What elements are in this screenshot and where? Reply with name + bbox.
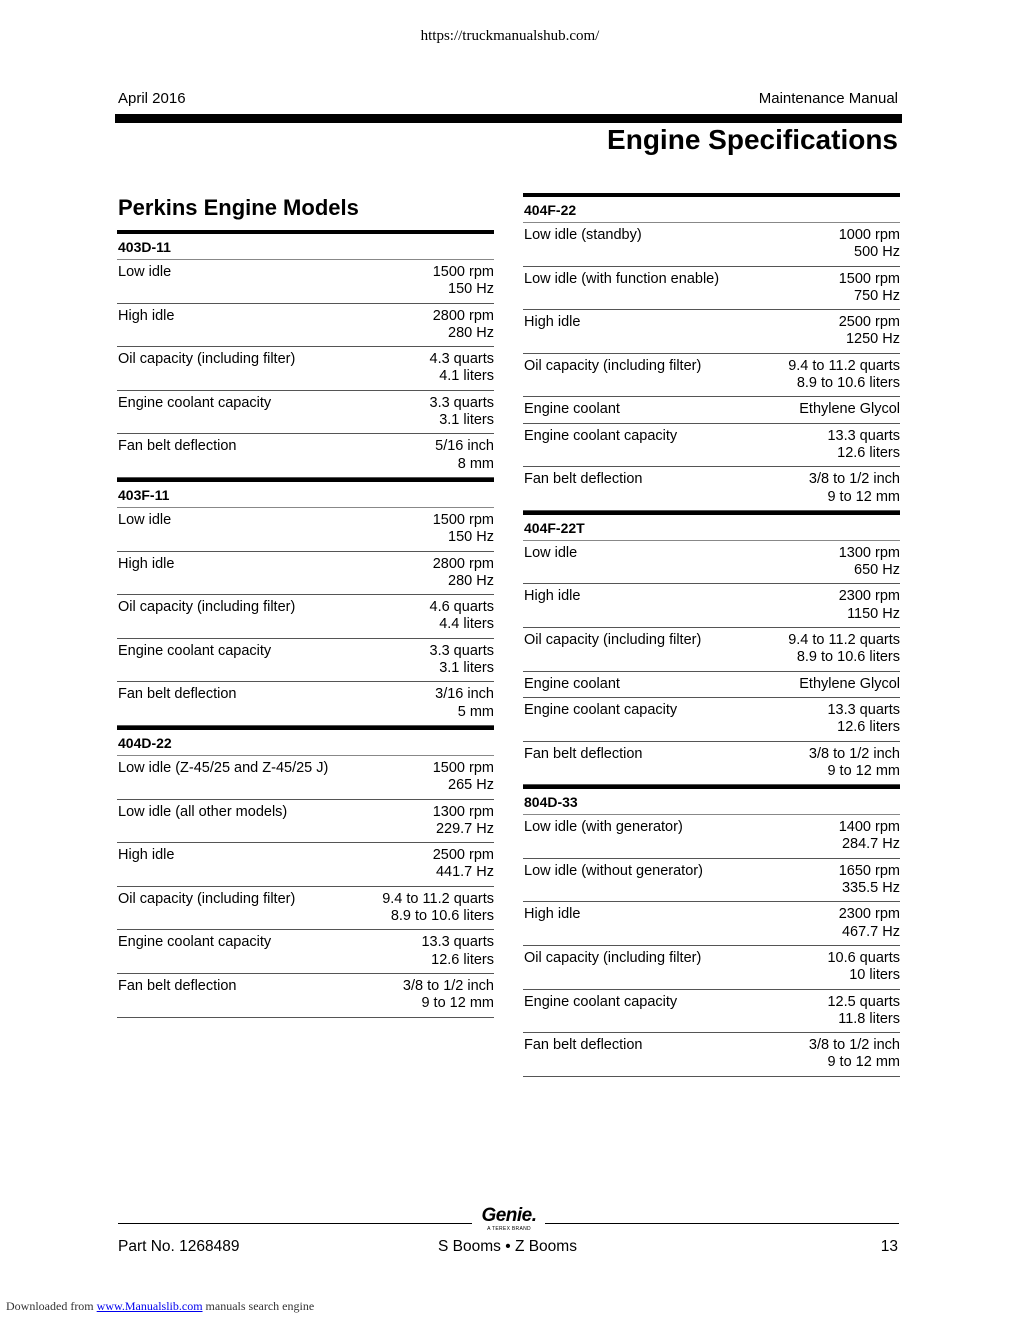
footer-rule-left [118,1223,472,1224]
engine-model-heading: 404D-22 [117,726,494,756]
spec-value: 2800 rpm 280 Hz [432,307,494,341]
spec-label: High idle [524,314,581,331]
header-date: April 2016 [118,90,186,107]
spec-row [117,974,494,1018]
spec-value: 1500 rpm 265 Hz [432,759,494,794]
spec-value: 4.3 quarts 4.1 liters [429,351,494,385]
spec-label: Fan belt deflection [524,745,643,762]
spec-label: Engine coolant capacity [118,934,272,951]
spec-label: Engine coolant [524,401,620,418]
spec-value: 1500 rpm 150 Hz [432,264,494,298]
spec-row [523,628,900,672]
spec-label: Engine coolant capacity [524,993,678,1010]
spec-row [523,584,900,628]
page-title: Engine Specifications [607,124,898,155]
spec-label: Engine coolant capacity [118,642,272,659]
spec-row [523,424,900,468]
spec-row [523,990,900,1034]
spec-row [523,223,900,267]
spec-value: 1650 rpm 335.5 Hz [838,862,900,897]
spec-value: 13.3 quarts 12.6 liters [421,934,494,968]
spec-label: Fan belt deflection [118,438,237,455]
spec-value: 3.3 quarts 3.1 liters [429,642,494,677]
spec-label: Oil capacity (including filter) [118,599,296,616]
spec-value: 3/8 to 1/2 inch 9 to 12 mm [808,745,900,779]
spec-row [117,800,494,844]
spec-label: Engine coolant capacity [524,701,678,718]
spec-row [117,639,494,683]
spec-row [523,541,900,585]
spec-value: 13.3 quarts 12.6 liters [827,427,900,461]
spec-value: 2800 rpm 280 Hz [432,555,494,589]
spec-row [523,859,900,903]
engine-model-heading: 403D-11 [117,230,494,260]
spec-row [523,267,900,311]
genie-logo [478,1206,540,1232]
footer-product-line: S Booms • Z Booms [438,1238,577,1255]
spec-label: Engine coolant capacity [524,427,678,444]
spec-label: Low idle [118,264,172,280]
spec-value: 9.4 to 11.2 quarts 8.9 to 10.6 liters [788,632,900,666]
spec-value: 3/8 to 1/2 inch 9 to 12 mm [808,471,900,505]
spec-row [523,1033,900,1077]
spec-value: 1500 rpm 750 Hz [838,270,900,304]
spec-label: Oil capacity (including filter) [524,949,702,966]
spec-label: High idle [524,906,581,923]
spec-label: Low idle (standby) [524,227,642,243]
genie-logo-tagline: A TEREX BRAND [487,1226,531,1232]
spec-row [523,354,900,398]
spec-label: Low idle (with function enable) [524,270,720,287]
spec-row [523,672,900,698]
spec-row [523,397,900,423]
spec-row [523,815,900,859]
spec-label: Low idle (Z-45/25 and Z-45/25 J) [118,759,329,776]
spec-row [117,391,494,435]
engine-model-heading: 404F-22T [523,511,900,541]
spec-label: Oil capacity (including filter) [118,351,296,368]
engine-model-heading: 804D-33 [523,785,900,815]
spec-label: Low idle [524,544,578,561]
spec-value: 3/8 to 1/2 inch 9 to 12 mm [808,1037,900,1071]
spec-row [117,434,494,478]
spec-row [523,946,900,990]
spec-value: Ethylene Glycol [799,675,900,692]
spec-label: Oil capacity (including filter) [118,890,296,907]
spec-row [117,887,494,931]
left-spec-column [117,230,494,1018]
credit-suffix: manuals search engine [205,1299,315,1313]
footer-rule-right [545,1223,899,1224]
spec-value: 1400 rpm 284.7 Hz [838,819,900,853]
engine-model-heading: 404F-22 [523,193,900,223]
footer-page-number: 13 [880,1238,898,1255]
spec-row [523,310,900,354]
spec-value: 1500 rpm 150 Hz [432,511,494,546]
spec-row [117,347,494,391]
spec-row [117,552,494,596]
spec-label: Low idle (with generator) [524,819,683,836]
manualslib-link[interactable]: www.Manualslib.com [96,1299,203,1313]
source-url[interactable]: https://truckmanualshub.com/ [420,28,600,44]
header-manual-name: Maintenance Manual [758,90,898,107]
spec-value: Ethylene Glycol [799,401,900,418]
spec-row [117,756,494,800]
spec-label: Fan belt deflection [118,977,237,994]
spec-row [523,467,900,511]
spec-value: 9.4 to 11.2 quarts 8.9 to 10.6 liters [382,890,494,925]
header-rule [115,114,902,123]
engine-model-heading: 403F-11 [117,478,494,508]
spec-row [117,843,494,887]
spec-row [117,508,494,552]
credit-prefix: Downloaded from [6,1299,94,1313]
spec-value: 1000 rpm 500 Hz [838,227,900,261]
spec-value: 9.4 to 11.2 quarts 8.9 to 10.6 liters [788,357,900,392]
spec-label: High idle [524,588,581,605]
spec-value: 2300 rpm 1150 Hz [838,588,900,622]
spec-value: 1300 rpm 650 Hz [838,544,900,579]
spec-value: 2500 rpm 441.7 Hz [432,847,494,881]
spec-label: Oil capacity (including filter) [524,357,702,374]
spec-value: 4.6 quarts 4.4 liters [429,599,494,633]
spec-label: Fan belt deflection [118,686,237,703]
spec-label: Low idle (all other models) [118,803,288,820]
spec-label: Low idle [118,511,172,528]
footer-part-number: Part No. 1268489 [118,1238,240,1255]
spec-value: 3/16 inch 5 mm [435,686,494,720]
spec-label: High idle [118,555,175,572]
spec-value: 5/16 inch 8 mm [435,438,494,472]
spec-row [117,595,494,639]
spec-value: 2300 rpm 467.7 Hz [838,906,900,940]
spec-label: Fan belt deflection [524,1037,643,1054]
spec-row [117,260,494,304]
spec-value: 3.3 quarts 3.1 liters [429,394,494,429]
right-spec-column [523,193,900,1077]
spec-label: High idle [118,307,175,324]
spec-value: 3/8 to 1/2 inch 9 to 12 mm [402,977,494,1012]
spec-value: 12.5 quarts 11.8 liters [827,993,900,1027]
spec-row [117,682,494,726]
spec-label: Fan belt deflection [524,471,643,488]
spec-row [523,698,900,742]
spec-row [117,304,494,348]
spec-label: Engine coolant [524,675,620,692]
spec-row [117,930,494,974]
spec-value: 13.3 quarts 12.6 liters [827,701,900,736]
spec-label: High idle [118,847,175,864]
spec-label: Low idle (without generator) [524,862,703,879]
genie-logo-wordmark: Genie. [481,1205,537,1226]
spec-value: 1300 rpm 229.7 Hz [432,803,494,837]
spec-row [523,742,900,786]
download-credit [6,1299,314,1314]
spec-value: 2500 rpm 1250 Hz [838,314,900,348]
spec-label: Oil capacity (including filter) [524,632,702,649]
section-title: Perkins Engine Models [118,195,359,220]
spec-value: 10.6 quarts 10 liters [827,949,900,984]
spec-label: Engine coolant capacity [118,394,272,411]
spec-row [523,902,900,946]
